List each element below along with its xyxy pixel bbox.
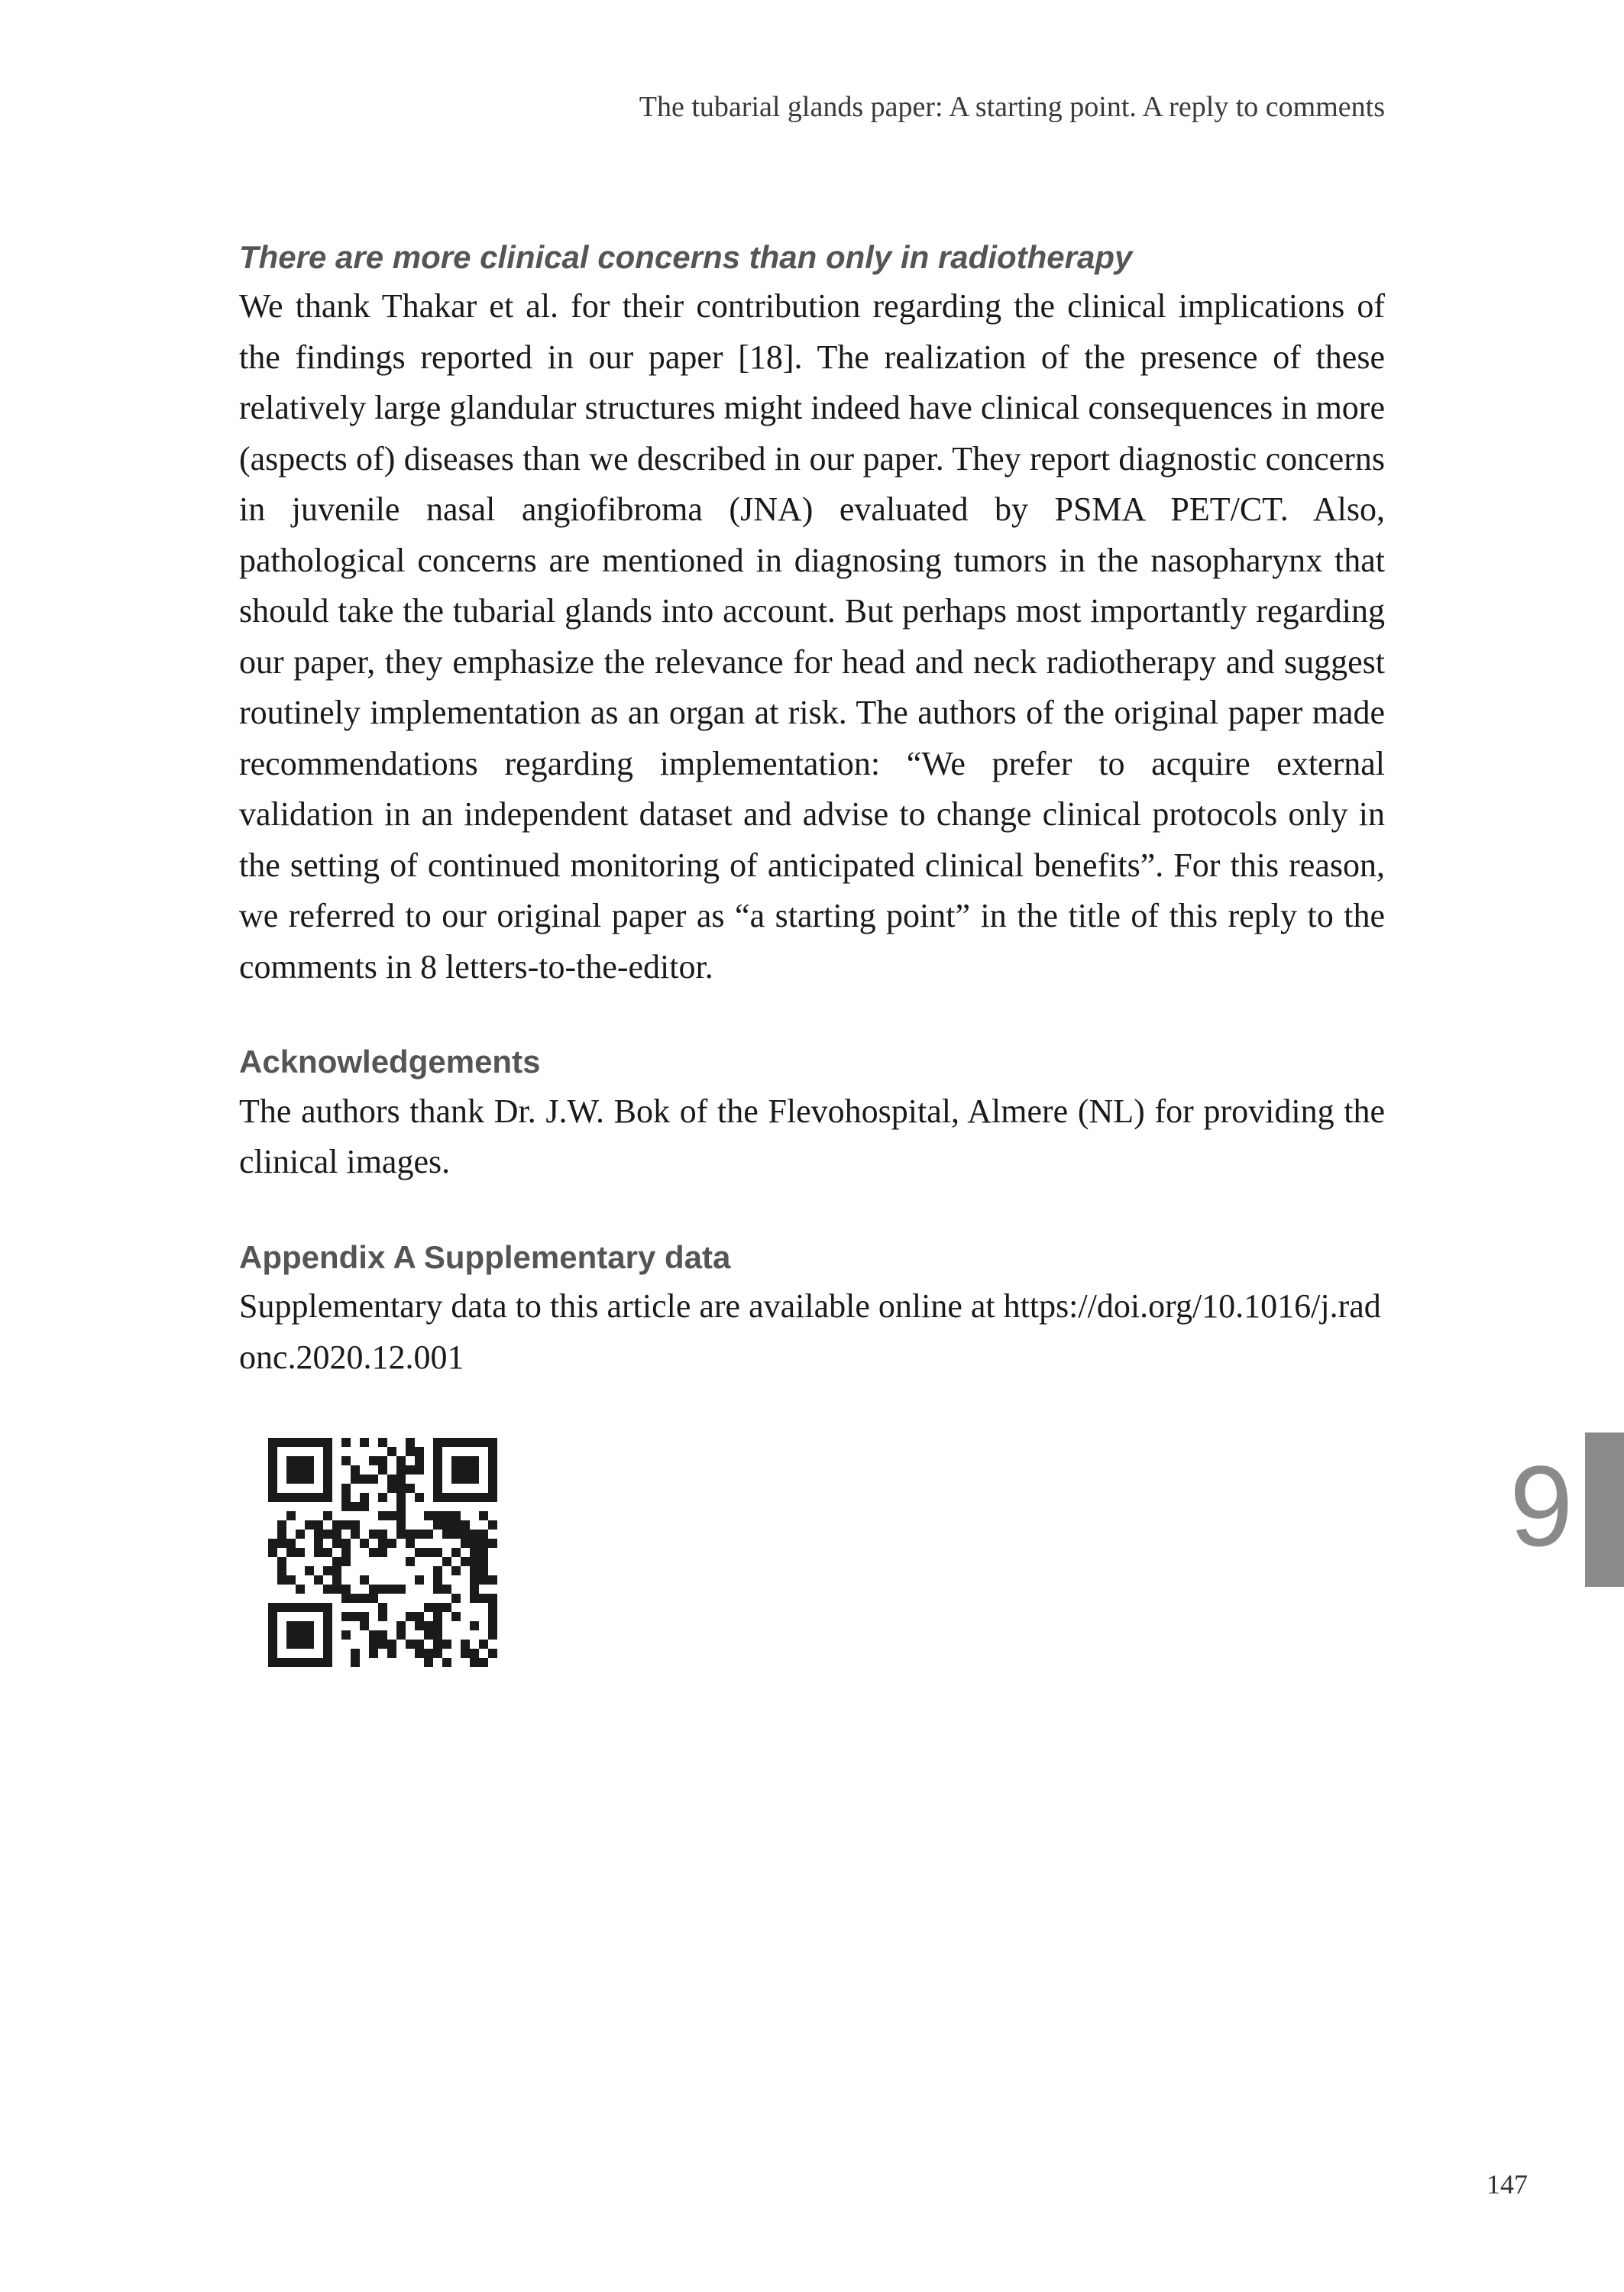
section-heading: Appendix A Supplementary data (239, 1238, 731, 1275)
chapter-tab (1585, 1432, 1624, 1587)
main-content (239, 238, 1385, 1383)
section-clinical-concerns (239, 238, 1385, 992)
page-number: 147 (1487, 2169, 1528, 2200)
section-heading: There are more clinical concerns than only in radiotherapy (239, 239, 1133, 275)
section-acknowledgements (239, 1043, 1385, 1187)
qr-code-icon[interactable] (268, 1438, 497, 1667)
section-heading: Acknowledgements (239, 1044, 541, 1080)
section-supplementary-data (239, 1238, 1385, 1383)
running-header: The tubarial glands paper: A starting point. A reply to comments (639, 91, 1385, 123)
chapter-number: 9 (1509, 1442, 1574, 1570)
section-body: We thank Thakar et al. for their contribution regarding the clinical implications of the findings reported in our paper [18]. The realization of the presence of these relatively large glandular structures might indeed have clinical consequences in more (aspects of) diseases than we described in our paper. They report diagnostic concerns in juvenile nasal angiofibroma (JNA) evaluated by PSMA PET/CT. Also, pathological concerns are mentioned in diagnosing tumors in the nasopharynx that should take the tubarial glands into account. But perhaps most importantly regarding our paper, they emphasize the relevance for head and neck radiotherapy and suggest routinely implementation as an organ at risk. The authors of the original paper made recommendations regarding implementation: “We prefer to acquire external validation in an independent dataset and advise to change clinical protocols only in the setting of continued monitoring of anticipated clinical benefits”. For this reason, we referred to our original paper as “a starting point” in the title of this reply to the comments in 8 letters-to-the-editor. (239, 287, 1385, 986)
section-body: Supplementary data to this article are available online at https://doi.org/10.1016/j.radonc.2020.12.001 (239, 1287, 1381, 1376)
section-body: The authors thank Dr. J.W. Bok of the Flevohospital, Almere (NL) for providing the clinical images. (239, 1092, 1385, 1181)
